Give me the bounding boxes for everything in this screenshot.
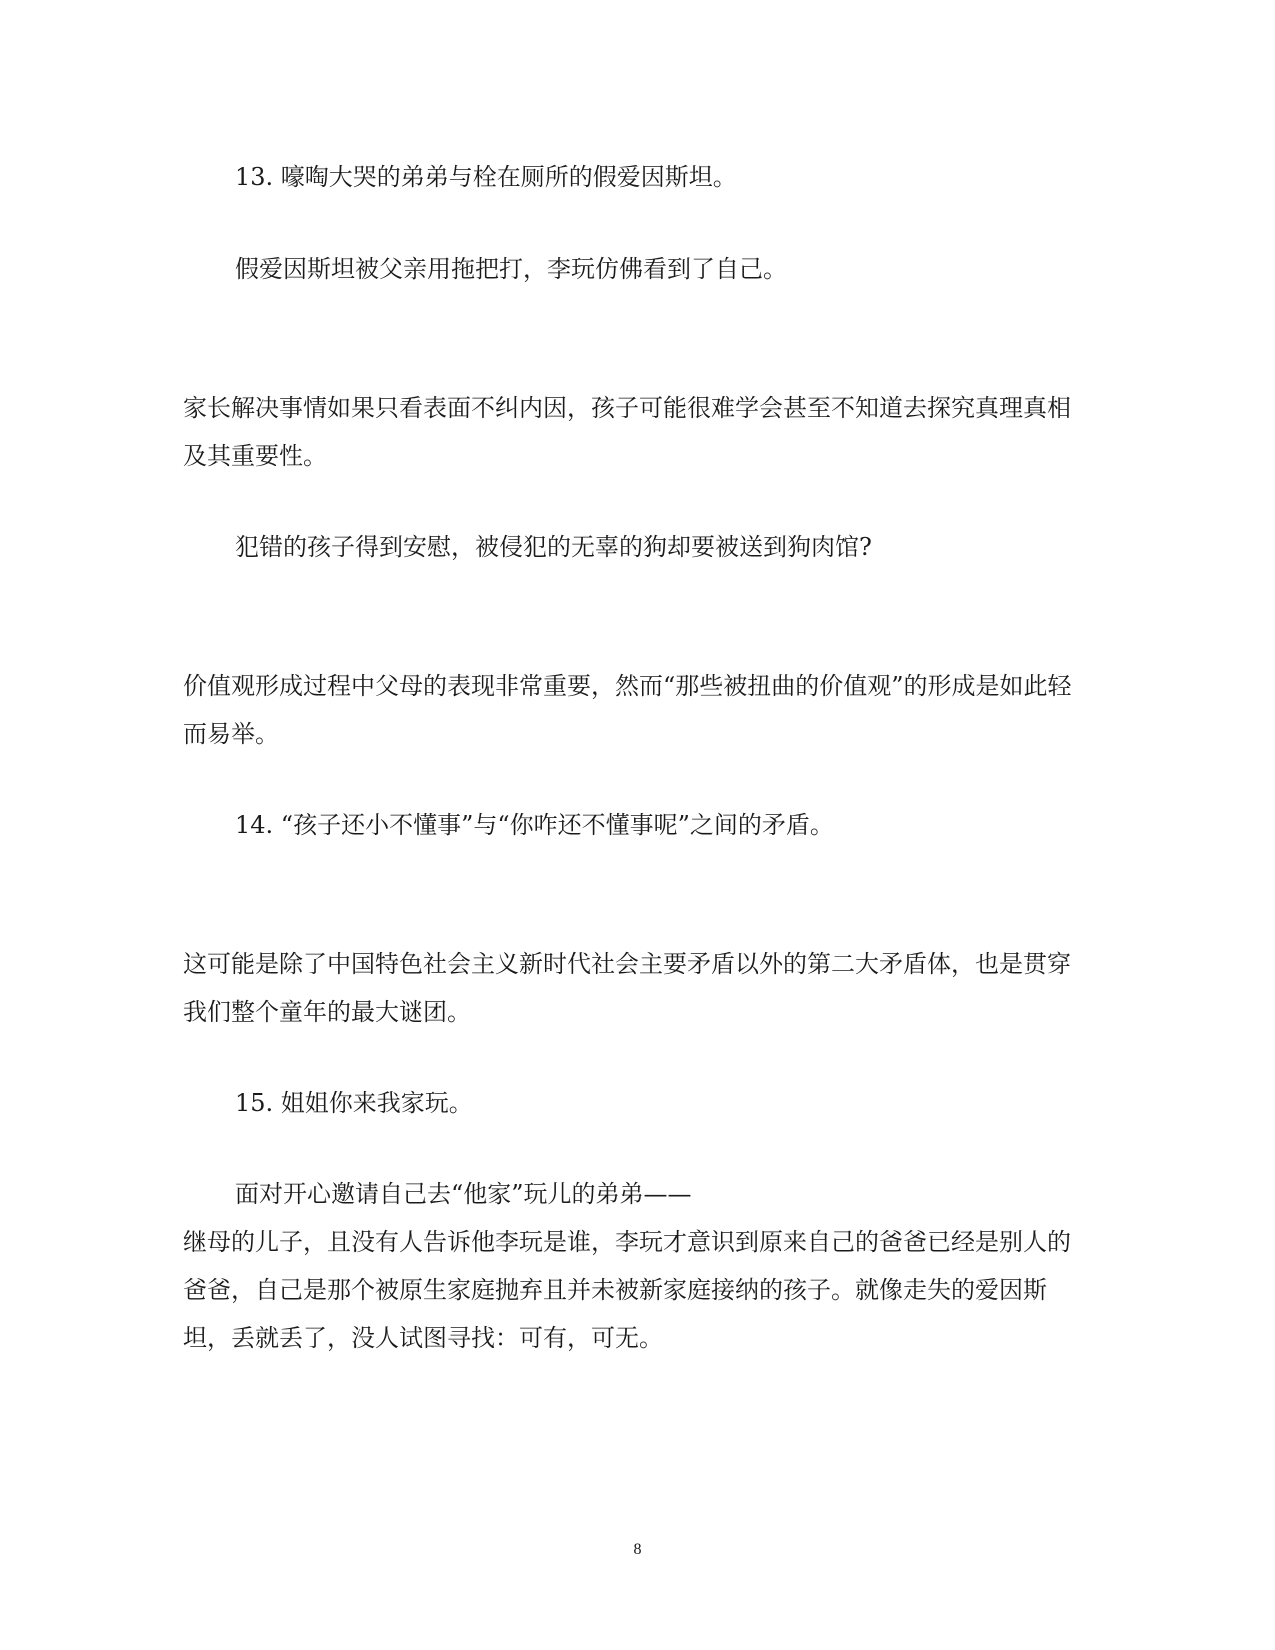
paragraph-15-heading: 15. 姐姐你来我家玩。	[235, 1089, 473, 1117]
paragraph-14-heading: 14. “孩子还小不懂事”与“你咋还不懂事呢”之间的矛盾。	[235, 811, 834, 839]
paragraph-contradiction: 这可能是除了中国特色社会主义新时代社会主要矛盾以外的第二大矛盾体，也是贯穿我们整个童年的最大谜团。	[183, 950, 1071, 1026]
paragraph-13-heading: 13. 嚎啕大哭的弟弟与栓在厕所的假爱因斯坦。	[235, 163, 737, 191]
paragraph-parents-surface: 家长解决事情如果只看表面不纠内因，孩子可能很难学会甚至不知道去探究真理真相及其重要性。	[183, 394, 1071, 470]
paragraph-invitation: 面对开心邀请自己去“他家”玩儿的弟弟——	[235, 1180, 692, 1208]
paragraph-einstein-beaten: 假爱因斯坦被父亲用拖把打，李玩仿佛看到了自己。	[235, 255, 787, 283]
paragraph-dog-meat: 犯错的孩子得到安慰，被侵犯的无辜的狗却要被送到狗肉馆?	[235, 533, 872, 561]
page-number: 8	[633, 1541, 642, 1558]
paragraph-values: 价值观形成过程中父母的表现非常重要，然而“那些被扭曲的价值观”的形成是如此轻而易举。	[183, 672, 1072, 748]
paragraph-stepmother-son: 继母的儿子，且没有人告诉他李玩是谁，李玩才意识到原来自己的爸爸已经是别人的爸爸，自己是那个被原生家庭抛弃且并未被新家庭接纳的孩子。就像走失的爱因斯坦，丢就丢了，没人试图寻找：可有，可无。	[183, 1228, 1071, 1352]
